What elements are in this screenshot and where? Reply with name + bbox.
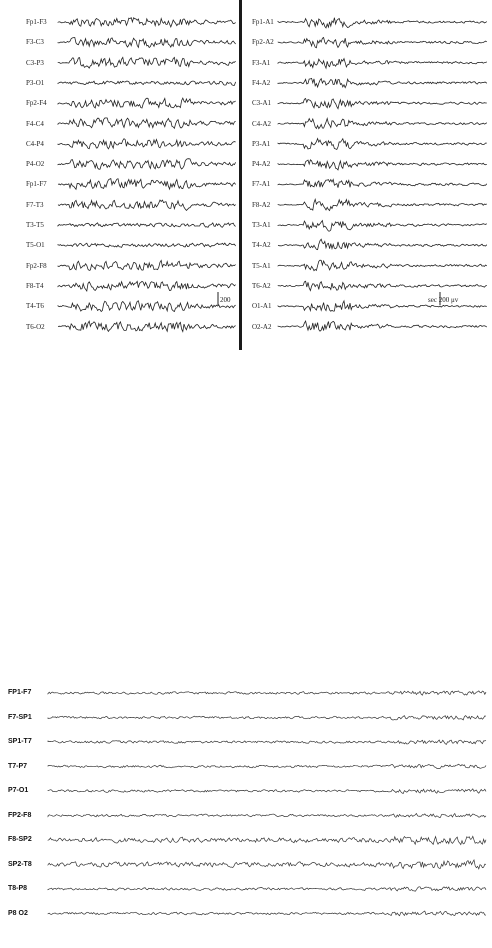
- trace-t4-a2: [278, 239, 487, 249]
- channel-label-f8-sp2: F8-SP2: [8, 836, 32, 843]
- trace-t5-a1: [278, 260, 487, 271]
- channel-label-f4-c4: F4-C4: [26, 119, 44, 128]
- trace-t6-o2: [58, 321, 236, 331]
- trace-t8-p8: [48, 887, 486, 892]
- trace-fp2-f8: [58, 260, 236, 270]
- trace-p4-o2: [58, 159, 236, 170]
- trace-fp1-a1: [278, 18, 487, 28]
- channel-label-fp1-f7: FP1-F7: [8, 689, 32, 696]
- trace-fp1-f7: [58, 179, 236, 190]
- trace-f4-a2: [278, 78, 487, 87]
- trace-f8-a2: [278, 199, 487, 210]
- trace-t6-a2: [278, 281, 487, 290]
- channel-label-p3-a1: P3-A1: [252, 139, 271, 148]
- trace-c4-a2: [278, 119, 487, 129]
- trace-fp1-f7: [48, 691, 486, 695]
- channel-label-o2-a2: O2-A2: [252, 322, 272, 331]
- channel-label-fp2-f4: Fp2-F4: [26, 99, 47, 108]
- channel-label-t6-a2: T6-A2: [252, 281, 271, 290]
- trace-t3-t5: [58, 223, 236, 227]
- trace-p8-o2: [48, 911, 486, 916]
- scale-label-top-right: sec 200 μv: [428, 296, 459, 304]
- channel-label-t5-o1: T5-O1: [26, 241, 45, 250]
- trace-f3-a1: [278, 59, 487, 69]
- channel-label-c3-a1: C3-A1: [252, 99, 272, 108]
- channel-label-p4-o2: P4-O2: [26, 160, 45, 169]
- eeg-panel-bottom: [0, 680, 492, 940]
- channel-label-f8-a2: F8-A2: [252, 200, 271, 209]
- channel-label-t4-t6: T4-T6: [26, 302, 44, 311]
- channel-label-t3-a1: T3-A1: [252, 221, 271, 229]
- channel-label-f8-t4: F8-T4: [26, 281, 44, 290]
- trace-t5-o1: [58, 243, 236, 247]
- trace-f7-t3: [58, 200, 236, 210]
- trace-fp2-a2: [278, 38, 487, 48]
- trace-t7-p7: [48, 764, 486, 768]
- trace-p4-a2: [278, 160, 487, 170]
- channel-label-p4-a2: P4-A2: [252, 160, 271, 169]
- trace-c3-p3: [58, 57, 236, 68]
- channel-label-c4-a2: C4-A2: [252, 119, 272, 128]
- channel-label-t8-p8: T8-P8: [8, 885, 28, 892]
- trace-o2-a2: [278, 321, 487, 331]
- channel-label-t3-t5: T3-T5: [26, 221, 44, 229]
- channel-label-t5-a1: T5-A1: [252, 261, 271, 270]
- channel-label-fp1-f7: Fp1-F7: [26, 180, 47, 189]
- channel-label-fp1-a1: Fp1-A1: [252, 18, 274, 26]
- channel-label-p3-o1: P3-O1: [26, 78, 45, 87]
- eeg-traces-top-left: [0, 0, 240, 350]
- channel-label-p8-o2: P8 O2: [8, 909, 28, 917]
- trace-p7-o1: [48, 789, 486, 794]
- channel-label-f7-t3: F7-T3: [26, 200, 44, 209]
- trace-f7-sp1: [48, 716, 486, 720]
- trace-fp2-f4: [58, 98, 236, 108]
- trace-sp1-t7: [48, 740, 486, 744]
- channel-label-t4-a2: T4-A2: [252, 241, 271, 250]
- trace-f8-t4: [58, 281, 236, 291]
- channel-label-sp1-t7: SP1-T7: [8, 738, 32, 745]
- channel-label-fp2-f8: FP2-F8: [8, 811, 32, 819]
- channel-label-c4-p4: C4-P4: [26, 139, 44, 148]
- eeg-panel-top-left: [0, 0, 240, 350]
- channel-label-t7-p7: T7-P7: [8, 762, 28, 770]
- trace-fp1-f3: [58, 18, 236, 27]
- eeg-traces-bottom: [0, 680, 492, 940]
- channel-label-fp2-f8: Fp2-F8: [26, 261, 47, 270]
- trace-f7-a1: [278, 180, 487, 188]
- trace-t4-t6: [58, 301, 236, 312]
- channel-label-o1-a1: O1-A1: [252, 302, 272, 311]
- trace-p3-a1: [278, 139, 487, 150]
- trace-sp2-t8: [48, 860, 486, 869]
- channel-label-c3-p3: C3-P3: [26, 58, 44, 67]
- scale-label-top-left: 200: [220, 296, 231, 304]
- trace-p3-o1: [58, 81, 236, 85]
- trace-c3-a1: [278, 99, 487, 109]
- trace-f8-sp2: [48, 836, 486, 844]
- channel-label-f7-a1: F7-A1: [252, 180, 271, 189]
- channel-label-p7-o1: P7-O1: [8, 787, 29, 794]
- trace-fp2-f8: [48, 814, 486, 818]
- channel-label-fp2-a2: Fp2-A2: [252, 38, 274, 47]
- channel-label-f7-sp1: F7-SP1: [8, 713, 32, 721]
- channel-label-t6-o2: T6-O2: [26, 322, 45, 331]
- channel-label-fp1-f3: Fp1-F3: [26, 18, 47, 26]
- trace-t3-a1: [278, 221, 487, 232]
- channel-label-f4-a2: F4-A2: [252, 78, 271, 87]
- channel-label-f3-c3: F3-C3: [26, 38, 44, 47]
- channel-label-sp2-t8: SP2-T8: [8, 860, 32, 868]
- trace-f4-c4: [58, 118, 236, 128]
- trace-c4-p4: [58, 139, 236, 149]
- trace-f3-c3: [58, 38, 236, 48]
- channel-label-f3-a1: F3-A1: [252, 58, 271, 67]
